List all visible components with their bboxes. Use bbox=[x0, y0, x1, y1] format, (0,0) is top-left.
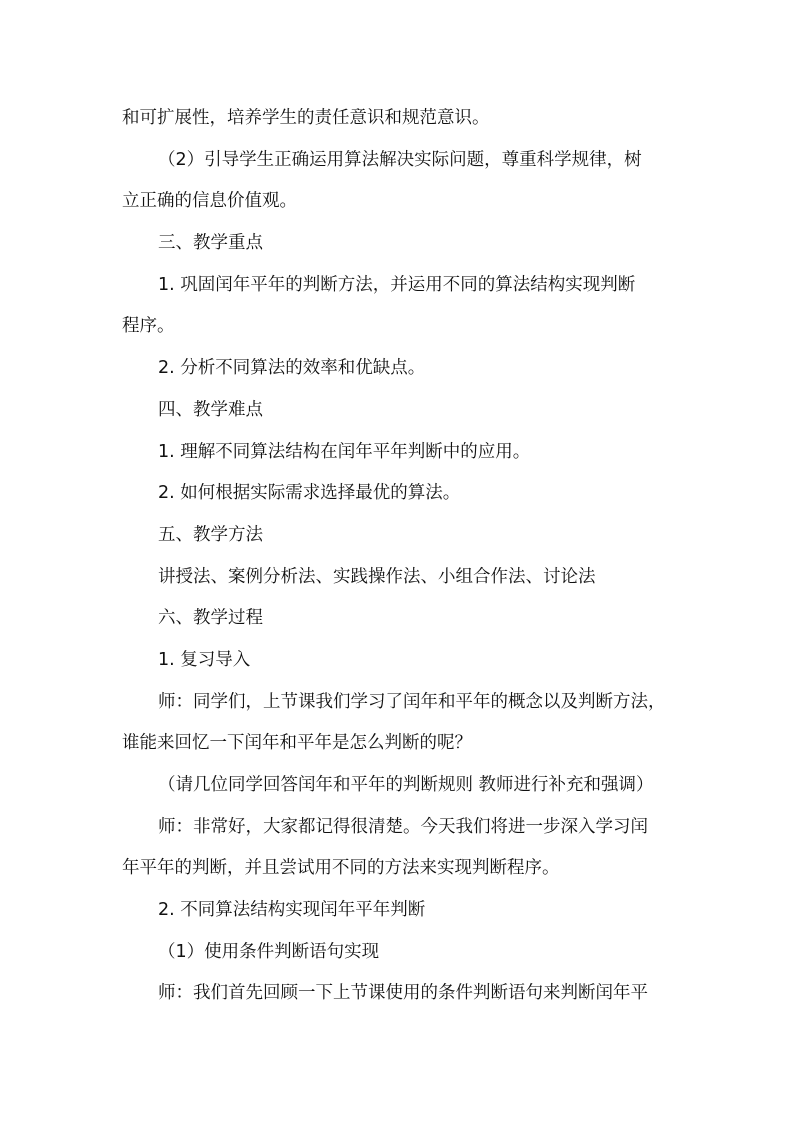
body-text bbox=[122, 98, 682, 1015]
section-heading: 三、教学重点 bbox=[158, 233, 263, 254]
section-heading: 四、教学难点 bbox=[158, 399, 263, 420]
text-line: 2. 如何根据实际需求选择最优的算法。 bbox=[158, 483, 461, 504]
text-line: 1. 巩固闰年平年的判断方法，并运用不同的算法结构实现判断 bbox=[158, 274, 636, 295]
text-line: 师：同学们，上节课我们学习了闰年和平年的概念以及判断方法， bbox=[158, 691, 666, 712]
text-line: 2. 分析不同算法的效率和优缺点。 bbox=[158, 358, 426, 379]
section-heading: 六、教学过程 bbox=[158, 608, 263, 629]
text-line: 谁能来回忆一下闰年和平年是怎么判断的呢？ bbox=[122, 733, 472, 754]
subsection-heading: 1. 复习导入 bbox=[158, 649, 251, 670]
subsection-heading: 2. 不同算法结构实现闰年平年判断 bbox=[158, 900, 426, 921]
text-line: 程序。 bbox=[122, 316, 175, 337]
text-line: 1. 理解不同算法结构在闰年平年判断中的应用。 bbox=[158, 441, 531, 462]
text-line: （请几位同学回答闰年和平年的判断规则 教师进行补充和强调） bbox=[158, 775, 654, 795]
text-line: 师：非常好，大家都记得很清楚。今天我们将进一步深入学习闰 bbox=[158, 816, 648, 837]
text-line: 和可扩展性，培养学生的责任意识和规范意识。 bbox=[122, 108, 490, 128]
text-line: 年平年的判断，并且尝试用不同的方法来实现判断程序。 bbox=[122, 858, 560, 879]
section-heading: 五、教学方法 bbox=[158, 524, 263, 545]
text-line: 师：我们首先回顾一下上节课使用的条件判断语句来判断闰年平 bbox=[158, 983, 648, 1004]
text-line: 立正确的信息价值观。 bbox=[122, 191, 297, 212]
subsection-heading: （1）使用条件判断语句实现 bbox=[158, 941, 380, 962]
text-line: 讲授法、案例分析法、实践操作法、小组合作法、讨论法 bbox=[158, 566, 596, 587]
text-line: （2）引导学生正确运用算法解决实际问题，尊重科学规律，树 bbox=[158, 149, 642, 170]
